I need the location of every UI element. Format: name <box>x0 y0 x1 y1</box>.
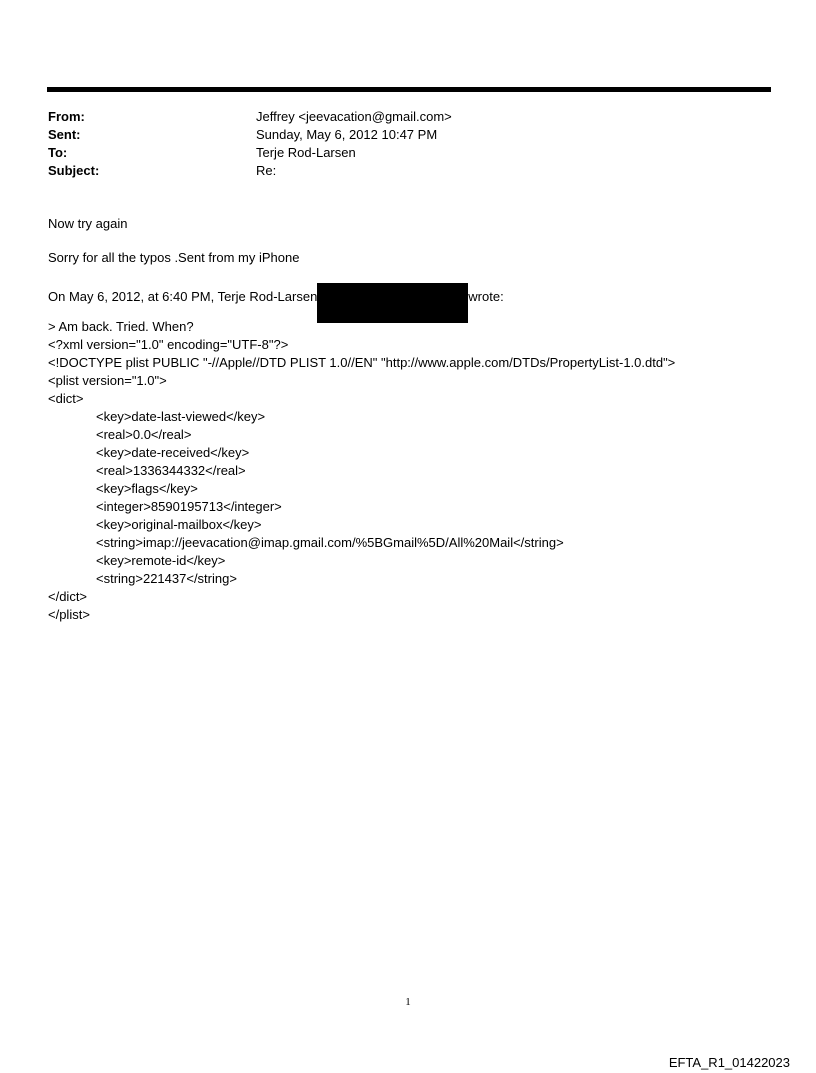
to-row <box>48 144 452 162</box>
plist-line: <integer>8590195713</integer> <box>96 499 282 514</box>
plist-block <box>48 336 675 624</box>
to-value: Terje Rod-Larsen <box>256 145 356 160</box>
from-row <box>48 108 452 126</box>
header-rule <box>47 87 771 92</box>
email-body <box>48 215 675 624</box>
sent-row <box>48 126 452 144</box>
plist-line: </dict> <box>48 589 88 604</box>
plist-line: <key>remote-id</key> <box>96 553 226 568</box>
from-label: From: <box>48 109 85 124</box>
plist-line: <string>imap://jeevacation@imap.gmail.com/%5BGmail%5D/All%20Mail</string> <box>96 535 564 550</box>
plist-line: <!DOCTYPE plist PUBLIC "-//Apple//DTD PLIST 1.0//EN" "http://www.apple.com/DTDs/PropertyList-1.0.dtd"> <box>48 355 676 370</box>
subject-row <box>48 162 452 180</box>
page-number: 1 <box>405 996 411 1008</box>
plist-line: <dict> <box>48 391 84 406</box>
body-line-typos: Sorry for all the typos .Sent from my iPhone <box>48 250 300 265</box>
plist-line: <key>date-received</key> <box>96 445 250 460</box>
plist-line: </plist> <box>48 607 90 622</box>
plist-line: <key>date-last-viewed</key> <box>96 409 266 424</box>
wrote-suffix: wrote: <box>468 289 504 304</box>
plist-line: <real>1336344332</real> <box>96 463 246 478</box>
quoted-line: > Am back. Tried. When? <box>48 319 194 334</box>
body-line-try-again: Now try again <box>48 216 128 231</box>
plist-line: <real>0.0</real> <box>96 427 192 442</box>
wrote-line <box>48 283 675 304</box>
wrote-prefix: On May 6, 2012, at 6:40 PM, Terje Rod-Larsen <box>48 289 318 304</box>
plist-line: <plist version="1.0"> <box>48 373 167 388</box>
subject-value: Re: <box>256 163 277 178</box>
document-id: EFTA_R1_01422023 <box>668 1055 790 1070</box>
subject-label: Subject: <box>48 163 100 178</box>
redaction-box <box>317 283 468 323</box>
sent-value: Sunday, May 6, 2012 10:47 PM <box>256 127 438 142</box>
email-header <box>48 108 452 180</box>
from-value: Jeffrey <jeevacation@gmail.com> <box>256 109 452 124</box>
plist-line: <key>original-mailbox</key> <box>96 517 262 532</box>
plist-line: <string>221437</string> <box>96 571 237 586</box>
sent-label: Sent: <box>48 127 81 142</box>
plist-line: <?xml version="1.0" encoding="UTF-8"?> <box>48 337 289 352</box>
plist-line: <key>flags</key> <box>96 481 198 496</box>
to-label: To: <box>48 145 68 160</box>
